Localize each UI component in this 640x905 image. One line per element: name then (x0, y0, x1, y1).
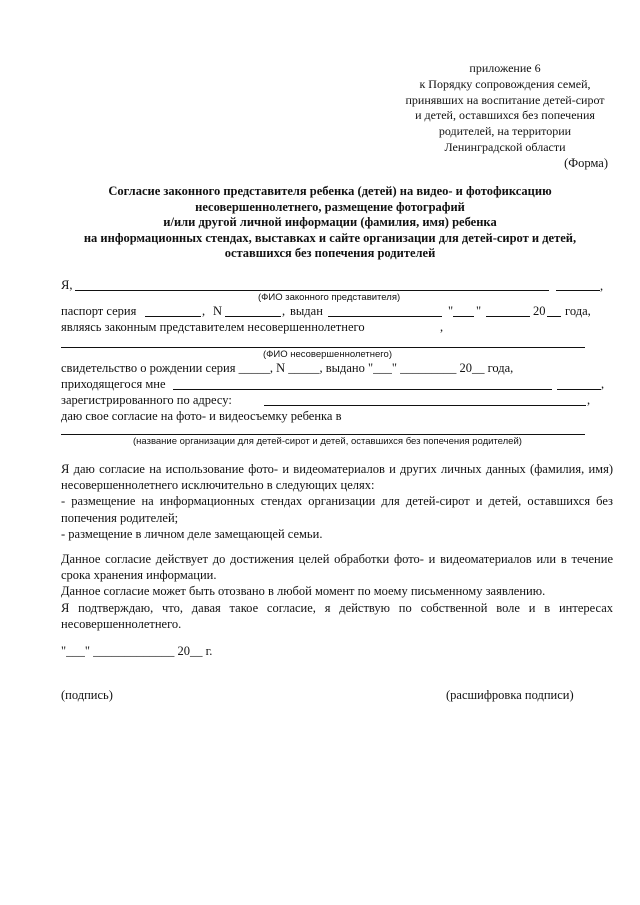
appendix-line: приложение 6 (469, 61, 541, 75)
guardian-caption: (ФИО законного представителя) (258, 292, 401, 303)
minor-name-field[interactable] (61, 347, 585, 348)
organization-caption: (название организации для детей-сирот и детей, оставшихся без попечения родителей) (133, 436, 522, 447)
confirmation-text: Я подтверждаю, что, давая такое согласие, я действую по собственной воле и в интересах несовершеннолетнего. (61, 600, 613, 631)
comma: , (601, 377, 605, 391)
relation-field[interactable] (173, 389, 552, 390)
appendix-line: Ленинградской области (444, 139, 566, 154)
consent-photo-label: даю свое согласие на фото- и видеосъемку ребенка в (61, 409, 342, 423)
issue-day-field[interactable] (453, 316, 474, 317)
comma: , (587, 393, 591, 407)
birth-certificate-line: свидетельство о рождении серия _____, N _____, выдано "___" _________ 20__ года, (61, 361, 514, 375)
form-label: (Форма) (564, 156, 608, 170)
date-line: "___" _____________ 20__ г. (61, 644, 213, 658)
appendix-header (380, 61, 630, 156)
minor-caption: (ФИО несовершеннолетнего) (263, 349, 392, 360)
issued-by-field[interactable] (328, 316, 442, 317)
passport-number-label: N (213, 304, 223, 318)
title-line: на информационных стендах, выставках и сайте организации для детей-сирот и детей, (83, 230, 577, 245)
address-field[interactable] (264, 405, 586, 406)
issued-label: выдан (290, 304, 323, 318)
year-suffix: года, (565, 304, 591, 318)
signature-decode-label: (расшифровка подписи) (446, 688, 574, 702)
title-line: несовершеннолетнего, размещение фотографий (195, 199, 465, 214)
appendix-line: к Порядку сопровождения семей, (419, 76, 591, 91)
consent-terms (61, 551, 613, 632)
legal-rep-label: являясь законным представителем несовершеннолетнего (61, 320, 365, 334)
title-line: оставшихся без попечения родителей (224, 246, 436, 261)
guardian-name-field-extra[interactable] (556, 290, 600, 291)
registered-label: зарегистрированного по адресу: (61, 393, 232, 407)
issue-year-field[interactable] (547, 316, 561, 317)
guardian-name-field[interactable] (75, 290, 549, 291)
passport-series-field[interactable] (145, 316, 201, 317)
appendix-line: родителей, на территории (438, 124, 572, 139)
consent-purposes (61, 461, 613, 542)
appendix-line: и детей, оставшихся без попечения (415, 108, 595, 123)
quote-close: " (476, 304, 482, 318)
quote-open: " (448, 304, 454, 318)
relation-field-extra[interactable] (557, 389, 601, 390)
passport-number-field[interactable] (225, 316, 281, 317)
organization-field[interactable] (61, 434, 585, 435)
relation-label: приходящегося мне (61, 377, 166, 391)
revocation-text: Данное согласие может быть отозвано в любой момент по моему письменному заявлению. (61, 584, 546, 599)
comma: , (440, 320, 444, 334)
passport-series-label: паспорт серия (61, 304, 137, 318)
purposes-text: Я даю согласие на использование фото- и видеоматериалов и других личных данных (фамилия, имя) несовершеннолетнего исключительно в следующих целях: (61, 462, 613, 493)
signature-label: (подпись) (61, 688, 113, 702)
appendix-line: принявших на воспитание детей-сирот (405, 92, 605, 107)
ya-label: Я, (61, 278, 73, 292)
year-prefix: 20 (533, 304, 546, 318)
comma: , (202, 304, 206, 318)
document-title (60, 184, 600, 262)
comma: , (282, 304, 286, 318)
issue-month-field[interactable] (486, 316, 530, 317)
validity-text: Данное согласие действует до достижения целей обработки фото- и видеоматериалов или в течение срока хранения информации. (61, 552, 613, 583)
title-line: Согласие законного представителя ребенка (детей) на видео- и фотофиксацию (108, 184, 552, 198)
title-line: и/или другой личной информации (фамилия, имя) ребенка (163, 215, 497, 230)
comma: , (600, 279, 604, 293)
purpose-item: - размещение на информационных стендах организации для детей-сирот и детей, оставшихся без попечения родителей; (61, 494, 613, 525)
purpose-item: - размещение в личном деле замещающей семьи. (61, 526, 323, 541)
